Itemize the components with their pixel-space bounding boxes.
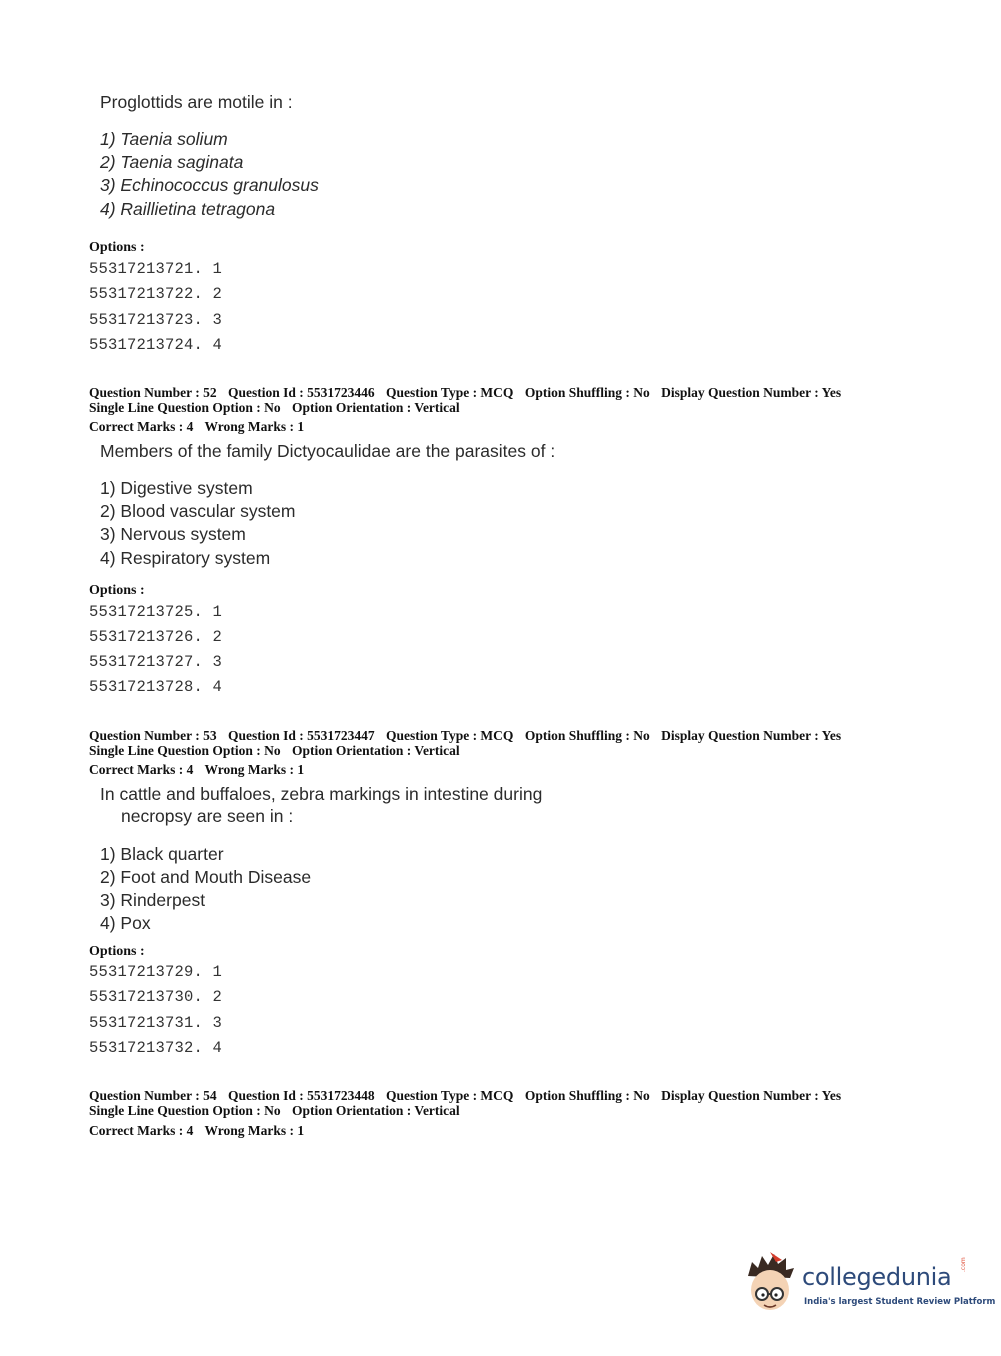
choice: 1) Taenia solium bbox=[100, 129, 228, 149]
question-text: Proglottids are motile in : bbox=[100, 92, 293, 112]
logo-tagline: India's largest Student Review Platform bbox=[804, 1297, 996, 1307]
mascot-icon bbox=[742, 1250, 802, 1316]
option-id: 55317213727. 3 bbox=[89, 653, 223, 671]
option-shuffling: Option Shuffling : No bbox=[524, 385, 650, 400]
option-id: 55317213731. 3 bbox=[89, 1014, 223, 1032]
question-meta bbox=[89, 400, 468, 416]
correct-marks: Correct Marks : 4 bbox=[89, 1123, 194, 1138]
choice: 3) Nervous system bbox=[100, 524, 246, 544]
option-id: 55317213726. 2 bbox=[89, 628, 223, 646]
options-label: Options : bbox=[89, 583, 145, 598]
question-number: Question Number : 52 bbox=[89, 385, 217, 400]
choice: 4) Pox bbox=[100, 913, 151, 933]
logo-suffix: .com bbox=[960, 1257, 967, 1272]
wrong-marks: Wrong Marks : 1 bbox=[204, 1123, 305, 1138]
wrong-marks: Wrong Marks : 1 bbox=[204, 419, 305, 434]
options-label: Options : bbox=[89, 240, 145, 255]
question-meta bbox=[89, 1088, 849, 1104]
question-text: Members of the family Dictyocaulidae are the parasites of : bbox=[100, 441, 556, 461]
choice: 4) Respiratory system bbox=[100, 548, 271, 568]
wrong-marks: Wrong Marks : 1 bbox=[204, 762, 305, 777]
question-meta bbox=[89, 743, 468, 759]
question-marks bbox=[89, 419, 312, 435]
question-id: Question Id : 5531723447 bbox=[228, 728, 375, 743]
question-number: Question Number : 54 bbox=[89, 1088, 217, 1103]
choice: 2) Foot and Mouth Disease bbox=[100, 867, 312, 887]
option-id: 55317213721. 1 bbox=[89, 260, 223, 278]
question-text: In cattle and buffaloes, zebra markings in intestine during bbox=[100, 784, 543, 804]
choice: 1) Black quarter bbox=[100, 844, 224, 864]
choice: 4) Raillietina tetragona bbox=[100, 199, 276, 219]
option-id: 55317213722. 2 bbox=[89, 285, 223, 303]
question-marks bbox=[89, 1123, 312, 1139]
option-shuffling: Option Shuffling : No bbox=[524, 1088, 650, 1103]
question-meta bbox=[89, 728, 849, 744]
option-id: 55317213728. 4 bbox=[89, 678, 223, 696]
option-orientation: Option Orientation : Vertical bbox=[292, 743, 460, 758]
correct-marks: Correct Marks : 4 bbox=[89, 419, 194, 434]
question-number: Question Number : 53 bbox=[89, 728, 217, 743]
question-meta bbox=[89, 1103, 468, 1119]
question-type: Question Type : MCQ bbox=[386, 385, 514, 400]
choice: 3) Echinococcus granulosus bbox=[100, 175, 319, 195]
option-id: 55317213725. 1 bbox=[89, 603, 223, 621]
logo-name: collegedunia bbox=[802, 1263, 952, 1291]
single-line-option: Single Line Question Option : No bbox=[89, 400, 281, 415]
option-orientation: Option Orientation : Vertical bbox=[292, 1103, 460, 1118]
choice: 1) Digestive system bbox=[100, 478, 253, 498]
option-orientation: Option Orientation : Vertical bbox=[292, 400, 460, 415]
option-id: 55317213732. 4 bbox=[89, 1039, 223, 1057]
option-id: 55317213729. 1 bbox=[89, 963, 223, 981]
options-label: Options : bbox=[89, 944, 145, 959]
choice: 3) Rinderpest bbox=[100, 890, 206, 910]
single-line-option: Single Line Question Option : No bbox=[89, 743, 281, 758]
option-shuffling: Option Shuffling : No bbox=[524, 728, 650, 743]
choice: 2) Taenia saginata bbox=[100, 152, 244, 172]
question-type: Question Type : MCQ bbox=[386, 1088, 514, 1103]
question-text: necropsy are seen in : bbox=[121, 806, 294, 826]
option-id: 55317213723. 3 bbox=[89, 311, 223, 329]
question-id: Question Id : 5531723446 bbox=[228, 385, 375, 400]
collegedunia-logo[interactable] bbox=[742, 1250, 996, 1320]
choice: 2) Blood vascular system bbox=[100, 501, 296, 521]
question-meta bbox=[89, 385, 849, 401]
question-id: Question Id : 5531723448 bbox=[228, 1088, 375, 1103]
single-line-option: Single Line Question Option : No bbox=[89, 1103, 281, 1118]
correct-marks: Correct Marks : 4 bbox=[89, 762, 194, 777]
display-question-number: Display Question Number : Yes bbox=[661, 728, 842, 743]
display-question-number: Display Question Number : Yes bbox=[661, 1088, 842, 1103]
question-type: Question Type : MCQ bbox=[386, 728, 514, 743]
display-question-number: Display Question Number : Yes bbox=[661, 385, 842, 400]
question-marks bbox=[89, 762, 312, 778]
option-id: 55317213730. 2 bbox=[89, 988, 223, 1006]
option-id: 55317213724. 4 bbox=[89, 336, 223, 354]
